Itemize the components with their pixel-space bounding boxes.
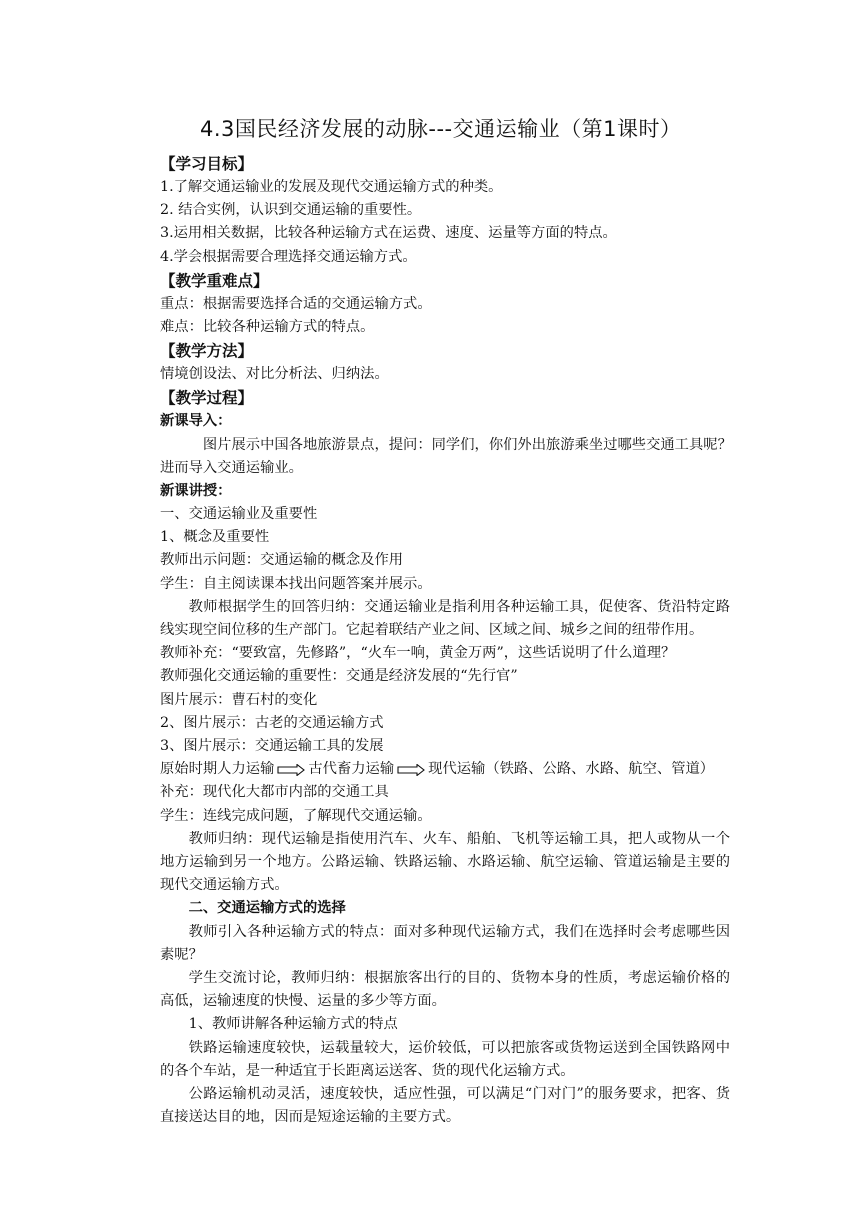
keypoints-heading: 【教学重难点】: [160, 271, 269, 290]
process-heading: 【教学过程】: [160, 389, 254, 408]
goals-heading: 【学习目标】: [160, 155, 254, 173]
flow-stage-primitive: 原始时期人力运输: [160, 761, 275, 778]
goal-item: 3.运用相关数据，比较各种运输方式在运费、速度、运量等方面的特点。: [160, 225, 617, 242]
student-reading: 学生：自主阅读课本找出问题答案并展示。: [160, 575, 432, 592]
teacher-question: 教师出示问题：交通运输的概念及作用: [160, 552, 404, 569]
road-paragraph: 公路运输机动灵活，速度较快，适应性强，可以满足“门对门”的服务要求，把客、货直接送达目的地，因而是短途运输的主要方式。: [160, 1085, 730, 1126]
intro-line: 图片展示中国各地旅游景点，提问：同学们，你们外出旅游乘坐过哪些交通工具呢？: [202, 436, 732, 453]
goal-item: 2. 结合实例，认识到交通运输的重要性。: [160, 202, 422, 219]
teacher-stress: 教师强化交通运输的重要性：交通是经济发展的“先行官”: [160, 668, 518, 685]
picture-village: 图片展示：曹石村的变化: [160, 691, 318, 708]
goal-item: 4.学会根据需要合理选择交通运输方式。: [160, 248, 417, 265]
discussion-paragraph: 学生交流讨论，教师归纳：根据旅客出行的目的、货物本身的性质，考虑运输价格的高低，运输速度的快慢、运量的多少等方面。: [160, 969, 730, 1010]
intro-heading: 新课导入：: [160, 413, 232, 430]
picture-ancient: 2、图片展示：古老的交通运输方式: [160, 714, 384, 731]
explain-subheading: 1、教师讲解各种运输方式的特点: [188, 1016, 398, 1033]
part1-heading: 一、交通运输业及重要性: [160, 506, 318, 523]
picture-tools: 3、图片展示：交通运输工具的发展: [160, 737, 384, 754]
method-heading: 【教学方法】: [160, 342, 254, 361]
flow-stage-ancient: 古代畜力运输: [308, 761, 395, 778]
goal-item: 1.了解交通运输业的发展及现代交通运输方式的种类。: [160, 179, 503, 195]
student-matching: 学生：连线完成问题，了解现代交通运输。: [160, 807, 432, 824]
page-title: 4.3国民经济发展的动脉---交通运输业（第1课时）: [200, 117, 682, 141]
difficulty-text: 难点：比较各种运输方式的特点。: [160, 318, 375, 335]
teacher-supplement: 教师补充：“要致富，先修路”，“火车一响，黄金万两”，这些话说明了什么道理？: [160, 645, 676, 662]
teacher-modern-paragraph: 教师归纳：现代运输是指使用汽车、火车、船舶、飞机等运输工具，把人或物从一个地方运输到另一个地方。公路运输、铁路运输、水路运输、航空运输、管道运输是主要的现代交通运输方式。: [160, 830, 730, 894]
right-arrow-icon: [277, 764, 305, 776]
flow-stage-modern: 现代运输（铁路、公路、水路、航空、管道）: [428, 761, 715, 778]
rail-paragraph: 铁路运输速度较快，运载量较大，运价较低，可以把旅客或货物运送到全国铁路网中的各个车站，是一种适宜于长距离运送客、货的现代化运输方式。: [160, 1039, 730, 1079]
factors-paragraph: 教师引入各种运输方式的特点：面对多种现代运输方式，我们在选择时会考虑哪些因素呢？: [160, 923, 730, 963]
right-arrow-icon: [397, 764, 425, 776]
transport-evolution-flow: [160, 758, 730, 781]
supplement-city: 补充：现代化大都市内部的交通工具: [160, 784, 389, 801]
teacher-summary-paragraph: 教师根据学生的回答归纳：交通运输业是指利用各种运输工具，促使客、货沿特定路线实现空间位移的生产部门。它起着联结产业之间、区域之间、城乡之间的纽带作用。: [160, 598, 730, 639]
document-body: [160, 152, 730, 1129]
part2-heading: 二、交通运输方式的选择: [188, 900, 346, 917]
concept-subheading: 1、概念及重要性: [160, 529, 270, 546]
keypoint-text: 重点：根据需要选择合适的交通运输方式。: [160, 295, 432, 312]
method-text: 情境创设法、对比分析法、归纳法。: [160, 366, 389, 383]
intro-line: 进而导入交通运输业。: [160, 459, 303, 476]
lecture-heading: 新课讲授：: [160, 482, 232, 499]
